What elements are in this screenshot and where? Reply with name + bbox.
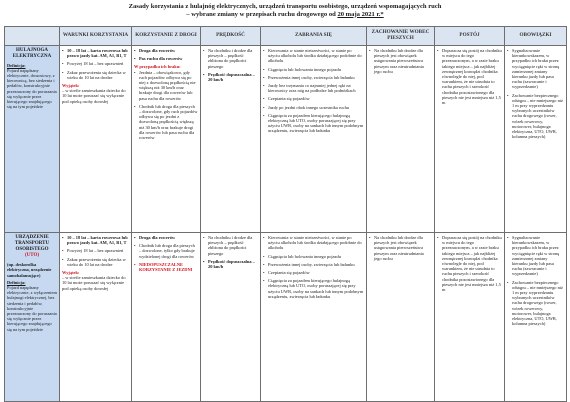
list-item: • Na chodniku lub drodze dla pieszych jest obowiązek ustępowania pierwszeństwa pieszym oraz nieutrudniania jego ruchu: [369, 235, 432, 261]
list-item: • Sygnalizowanie kierunkowskazem, w przypadku ich braku przez wyciągnięcie ręki w stronę zamierzonej zmiany kierunku jazdy lub pasa ruchu (zawracanie i wyprzedzanie): [507, 235, 564, 277]
piesi-cell: [367, 233, 435, 402]
list-item: • Pas ruchu dla rowerów: [134, 56, 198, 61]
exception-text: – w strefie zamieszkania dziecko do 10 lat może poruszać się wyłącznie pod opieką osoby dorosłej: [62, 275, 126, 291]
list-item: • Ciągnięcia lub holowania innego pojazdu: [263, 67, 364, 72]
page-title: [0, 3, 570, 18]
header-corner: [5, 27, 60, 46]
list-item: • Dopuszcza się postój na chodniku w miejscu do tego przeznaczonym, a w razie braku takiego miejsca – jak najbliżej zewnętrznej krawędzi chodnika równolegle do niej, pod warunkiem, że nie utrudnia to ruchu pieszych i szerokość chodnika pozostawionego dla pieszych nie jest mniejsza niż 1,5 m: [437, 235, 502, 292]
exception-text: – w strefie zamieszkania dziecko do 10 lat może poruszać się wyłącznie pod opieką osoby dorosłej: [62, 88, 126, 104]
category-title: HULAJNOGA ELEKTRYCZNA: [12, 48, 52, 59]
definition-text: Pojazd napędzany elektrycznie, z wyłączeniem hulajnogi elektrycznej, bez siedzenia i pedałów, konstrukcyjnie przeznaczony do poruszania się wyłącznie przez kierującego znajdującego się na tym pojeździe: [7, 285, 57, 332]
rules-table: [4, 26, 567, 402]
list-item: • Zachowanie bezpiecznego odstępu – nie mniejszego niż 1 m przy wyprzedzaniu wybranych uczestników ruchu drogowego (rower, wózek rowerowy, motorower, hulajnoga elektryczna, UTO, UWR, kolumna pieszych): [507, 93, 564, 140]
category-examples: (np. deskorolka elektryczna, urządzenie samobalansujące): [7, 262, 52, 278]
list-item: • 10 – 18 lat – karta rowerowa lub prawo jazdy kat. AM, A1, B1, T: [62, 48, 129, 58]
list-item: • Jezdnia – obowiązkowo, gdy ruch pojazdów odbywa się po niej z dozwoloną prędkością nie większą niż 30 km/h oraz brakuje drogi dla rowerów lub pasa ruchu dla rowerów: [134, 70, 198, 101]
definition-text: Pojazd napędzany elektrycznie, dwuosiowy, z kierownicą, bez siedzenia i pedałów, konstrukcyjnie przeznaczony do poruszania się wyłącznie przez kierującego znajdującego się na tym pojeździe: [7, 67, 57, 110]
list-item: • Droga dla rowerów: [134, 48, 198, 53]
list-item: • Kierowania w stanie nietrzeźwości, w stanie po użyciu alkoholu lub środka działającego podobnie do alkoholu: [263, 48, 364, 64]
exception-label: Wyjątek:: [62, 270, 80, 276]
list-item: • Czepiania się pojazdów: [263, 270, 364, 275]
header-warunki: WARUNKI KORZYSTANIA: [60, 27, 132, 46]
list-item: • Kierowania w stanie nietrzeźwości, w stanie po użyciu alkoholu lub środka działającego podobnie do alkoholu: [263, 235, 364, 251]
list-item: • Przewożenia innej osoby, zwierzęcia lub ładunku: [263, 75, 364, 80]
list-item: • 10 – 18 lat – karta rowerowa lub prawo jazdy kat. AM, A1, B1, T: [62, 235, 129, 245]
list-item: • Jazdy bez trzymania co najmniej jednej ręki na kierownicy oraz nóg na podłodze lub podnóżkach: [263, 83, 364, 93]
category-title: URZĄDZENIE TRANSPORTU OSOBISTEGO: [14, 235, 50, 252]
header-row: [5, 27, 567, 46]
list-item: • Czepiania się pojazdów: [263, 96, 364, 101]
header-piesi: ZACHOWANIE WOBEC PIESZYCH: [367, 27, 435, 46]
title-line-2-prefix: – wybrane zmiany w przepisach ruchu drogowego od: [186, 10, 338, 18]
title-date: 20 maja 2021 r.*: [337, 10, 384, 18]
list-item: • Dopuszcza się postój na chodniku w miejscu do tego przeznaczonym, a w razie braku takiego miejsca – jak najbliżej zewnętrznej krawędzi chodnika równolegle do niej, pod warunkiem, że nie utrudnia to ruchu pieszych i szerokość chodnika pozostawionego dla pieszych nie jest mniejsza niż 1,5 m: [437, 48, 502, 105]
table-row-hulajnoga: [5, 46, 567, 233]
exception-label: Wyjątek:: [62, 83, 80, 89]
predkosc-cell: [201, 46, 261, 233]
list-item: • Ciągnięcia za pojazdem kierującego hulajnogą elektryczną lub UTO, osoby poruszającej się przy użyciu UWR, osoby na sankach lub innym podobnym urządzeniu, zwierzęcia lub ładunku: [263, 113, 364, 134]
fallback-label: W przypadku ich braku:: [134, 64, 181, 70]
list-item: • Ciągnięcia lub holowania innego pojazdu: [263, 254, 364, 259]
list-item: • Powyżej 18 lat – bez uprawnień: [62, 61, 129, 66]
list-item: • Prędkość dopuszczalna – 20 km/h: [203, 72, 258, 82]
piesi-cell: [367, 46, 435, 233]
list-item: • Chodnik lub droga dla pieszych – dozwolone, tylko gdy brakuje wydzielonej drogi dla rowerów: [134, 243, 198, 259]
header-zabrania: ZABRANIA SIĘ: [261, 27, 367, 46]
postoj-cell: [435, 46, 505, 233]
predkosc-cell: [201, 233, 261, 402]
list-item: • Na chodniku i drodze dla pieszych – prędkość zbliżona do prędkości pieszego: [203, 235, 258, 256]
droga-cell: [132, 46, 201, 233]
zabrania-cell: [261, 46, 367, 233]
obowiazki-cell: [505, 46, 567, 233]
postoj-cell: [435, 233, 505, 402]
definition-label: Definicja:: [7, 279, 26, 285]
title-line-2: [0, 11, 570, 19]
category-cell: [5, 46, 60, 233]
list-item: • Ciągnięcia za pojazdem kierującego hulajnogą elektryczną lub UTO, osoby poruszającej się przy użyciu UWR, osoby na sankach lub innym podobnym urządzeniu, zwierzęcia lub ładunku: [263, 278, 364, 299]
list-item: • Przewożenia innej osoby, zwierzęcia lub ładunku: [263, 262, 364, 267]
header-predkosc: PRĘDKOŚĆ: [201, 27, 261, 46]
header-obowiazki: OBOWIĄZKI: [505, 27, 567, 46]
list-item: • Na chodniku i drodze dla pieszych – prędkość zbliżona do prędkości pieszego: [203, 48, 258, 69]
list-item: • Chodnik lub droga dla pieszych – dozwolone, gdy ruch pojazdów odbywa się po jezdni z dozwoloną prędkością większą niż 30 km/h oraz brakuje drogi dla rowerów lub pasa ruchu dla rowerów: [134, 104, 198, 140]
list-item: • Sygnalizowanie kierunkowskazem, w przypadku ich braku przez wyciągnięcie ręki w stronę zamierzonej zmiany kierunku jazdy lub pasa ruchu (zawracanie i wyprzedzanie): [507, 48, 564, 90]
list-item: • NIEDOPUSZCZALNE KORZYSTANIE Z JEZDNI: [134, 262, 198, 272]
category-cell: [5, 233, 60, 402]
definition-label: Definicja:: [7, 62, 26, 68]
category-abbr: (UTO): [24, 253, 40, 259]
table-row-uto: [5, 233, 567, 402]
obowiazki-cell: [505, 233, 567, 402]
warunki-cell: [60, 233, 132, 402]
list-item: • Powyżej 18 lat – bez uprawnień: [62, 248, 129, 253]
list-item: • Droga dla rowerów: [134, 235, 198, 240]
list-item: • Jazdy po jezdni obok innego uczestnika ruchu: [263, 105, 364, 110]
list-item: • Prędkość dopuszczalna – 20 km/h: [203, 259, 258, 269]
warunki-cell: [60, 46, 132, 233]
droga-cell: [132, 233, 201, 402]
header-postoj: POSTÓJ: [435, 27, 505, 46]
list-item: • Zachowanie bezpiecznego odstępu – nie mniejszego niż 1 m przy wyprzedzaniu wybranych uczestników ruchu drogowego (rower, wózek rowerowy, motorower, hulajnoga elektryczna, UTO, UWR, kolumna pieszych): [507, 280, 564, 327]
list-item: • Na chodniku lub drodze dla pieszych jest obowiązek ustępowania pierwszeństwa pieszym oraz nieutrudniania jego ruchu: [369, 48, 432, 74]
title-line-1: Zasady korzystania z hulajnóg elektrycznych, urządzeń transportu osobistego, urządzeń wspomagających ruch: [128, 3, 442, 10]
list-item: • Zakaz przewożenia się dziecka w wieku do 10 lat na drodze: [62, 257, 129, 267]
header-droga: KORZYSTANIE Z DROGI: [132, 27, 201, 46]
zabrania-cell: [261, 233, 367, 402]
list-item: • Zakaz przewożenia się dziecka w wieku do 10 lat na drodze: [62, 70, 129, 80]
